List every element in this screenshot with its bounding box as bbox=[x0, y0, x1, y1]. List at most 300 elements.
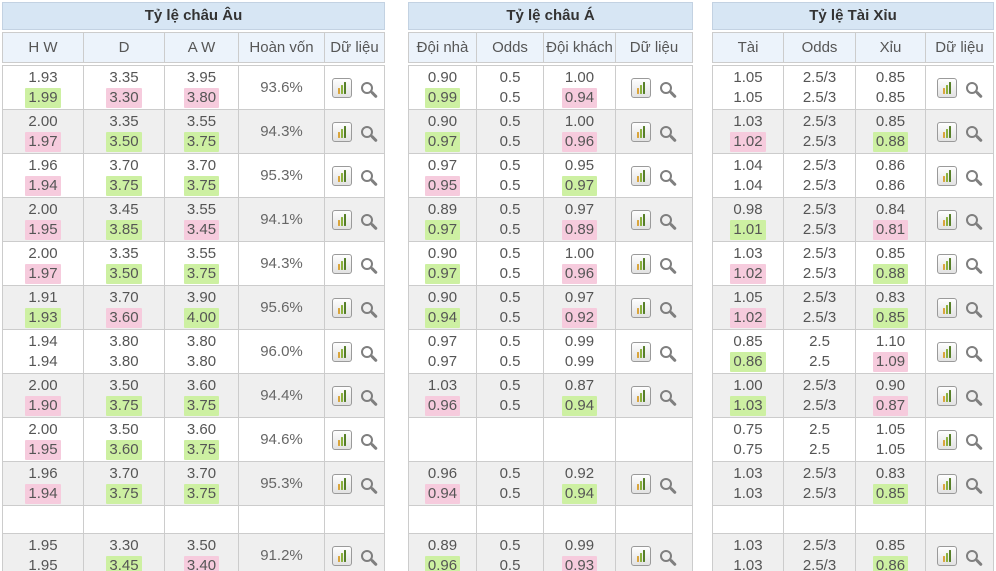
odds-live-value bbox=[25, 440, 60, 460]
odds-live-value: 0.5 bbox=[499, 220, 521, 238]
odds-open-value: 0.5 bbox=[499, 464, 521, 482]
odds-down-value: 0.89 bbox=[562, 220, 597, 240]
odds-live-value bbox=[500, 176, 521, 196]
search-icon[interactable] bbox=[966, 258, 978, 270]
data-cell bbox=[926, 534, 993, 571]
odds-open-value: 2.00 bbox=[28, 112, 58, 130]
odds-cell bbox=[409, 242, 477, 285]
odds-live-value bbox=[733, 556, 762, 571]
odds-live-value: 0.5 bbox=[499, 308, 521, 326]
empty-cell bbox=[325, 506, 384, 533]
data-cell bbox=[926, 418, 993, 461]
odds-cell bbox=[165, 418, 239, 461]
odds-cell bbox=[165, 242, 239, 285]
odds-cell bbox=[544, 330, 616, 373]
odds-cell bbox=[84, 418, 165, 461]
odds-up-value: 3.75 bbox=[184, 264, 219, 284]
chart-icon[interactable] bbox=[631, 474, 651, 494]
chart-icon[interactable] bbox=[332, 298, 352, 318]
table-row bbox=[713, 374, 993, 418]
odds-up-value: 3.75 bbox=[106, 396, 141, 416]
odds-live-value: 1.04 bbox=[733, 176, 763, 194]
odds-open-value: 0.92 bbox=[564, 464, 595, 482]
odds-live-value bbox=[425, 264, 460, 284]
table-row bbox=[409, 286, 692, 330]
odds-live-value bbox=[28, 556, 57, 571]
payout-value: 93.6% bbox=[260, 79, 303, 96]
odds-live-value: 0.5 bbox=[499, 556, 521, 571]
empty-row bbox=[3, 506, 384, 534]
payout-cell bbox=[239, 154, 325, 197]
chart-icon[interactable] bbox=[631, 342, 651, 362]
odds-live-value bbox=[562, 308, 597, 328]
payout-value: 96.0% bbox=[260, 343, 303, 360]
column-header: Odds bbox=[784, 33, 856, 62]
odds-cell bbox=[544, 286, 616, 329]
odds-live-value bbox=[184, 132, 219, 152]
odds-live-value: 3.80 bbox=[186, 352, 217, 370]
odds-open-value: 1.03 bbox=[733, 536, 763, 554]
odds-live-value bbox=[562, 132, 597, 152]
odds-open-value: 0.5 bbox=[499, 376, 521, 394]
odds-cell bbox=[3, 418, 84, 461]
odds-live-value: 2.5/3 bbox=[802, 220, 837, 238]
odds-live-value: 1.05 bbox=[733, 88, 763, 106]
data-cell bbox=[926, 286, 993, 329]
search-icon[interactable] bbox=[361, 390, 373, 402]
search-icon[interactable] bbox=[966, 478, 978, 490]
odds-live-value bbox=[733, 484, 762, 504]
column-header: A W bbox=[165, 33, 239, 62]
data-cell bbox=[325, 66, 384, 109]
column-header: Tài bbox=[713, 33, 784, 62]
odds-live-value bbox=[803, 176, 836, 196]
odds-live-value bbox=[873, 220, 908, 240]
odds-cell bbox=[84, 534, 165, 571]
search-icon[interactable] bbox=[361, 126, 373, 138]
search-icon[interactable] bbox=[361, 214, 373, 226]
odds-live-value bbox=[106, 396, 141, 416]
odds-open-value: 3.50 bbox=[109, 420, 139, 438]
odds-open-value: 0.97 bbox=[427, 156, 458, 174]
payout-cell bbox=[239, 198, 325, 241]
odds-live-value bbox=[25, 88, 60, 108]
odds-live-value bbox=[184, 264, 219, 284]
odds-cell bbox=[544, 66, 616, 109]
odds-up-value: 0.94 bbox=[425, 308, 460, 328]
chart-icon[interactable] bbox=[631, 78, 651, 98]
search-icon[interactable] bbox=[660, 302, 672, 314]
odds-open-value: 1.00 bbox=[564, 68, 595, 86]
odds-open-value: 0.89 bbox=[427, 200, 458, 218]
odds-open-value: 2.00 bbox=[28, 200, 58, 218]
chart-icon[interactable] bbox=[631, 546, 651, 566]
chart-icon[interactable] bbox=[937, 386, 957, 406]
odds-cell bbox=[784, 66, 856, 109]
odds-live-value bbox=[500, 220, 521, 240]
chart-icon[interactable] bbox=[332, 254, 352, 274]
odds-up-value: 0.97 bbox=[562, 176, 597, 196]
odds-live-value bbox=[109, 352, 138, 372]
column-header: D bbox=[84, 33, 165, 62]
odds-open-value: 0.85 bbox=[733, 332, 763, 350]
odds-open-value: 3.70 bbox=[109, 464, 139, 482]
chart-icon[interactable] bbox=[937, 298, 957, 318]
odds-live-value bbox=[873, 264, 908, 284]
empty-cell bbox=[477, 506, 544, 533]
odds-live-value: 2.5/3 bbox=[802, 88, 837, 106]
table-row bbox=[409, 374, 692, 418]
chart-icon[interactable] bbox=[631, 210, 651, 230]
odds-cell bbox=[3, 534, 84, 571]
empty-row bbox=[409, 418, 692, 462]
odds-live-value bbox=[184, 484, 219, 504]
odds-live-value bbox=[730, 352, 765, 372]
odds-cell bbox=[477, 198, 544, 241]
odds-open-value: 1.00 bbox=[733, 376, 763, 394]
search-icon[interactable] bbox=[966, 434, 978, 446]
odds-open-value: 1.05 bbox=[875, 420, 906, 438]
odds-open-value: 0.5 bbox=[499, 536, 521, 554]
odds-open-value: 1.05 bbox=[733, 68, 763, 86]
odds-open-value: 1.04 bbox=[733, 156, 763, 174]
search-icon[interactable] bbox=[660, 478, 672, 490]
chart-icon[interactable] bbox=[332, 122, 352, 142]
odds-live-value bbox=[500, 308, 521, 328]
odds-live-value bbox=[106, 220, 141, 240]
empty-cell bbox=[544, 418, 616, 461]
odds-up-value: 0.86 bbox=[873, 556, 908, 571]
odds-down-value: 0.87 bbox=[873, 396, 908, 416]
odds-cell bbox=[409, 110, 477, 153]
odds-open-value: 1.93 bbox=[28, 68, 58, 86]
odds-cell bbox=[544, 374, 616, 417]
odds-open-value: 0.5 bbox=[499, 156, 521, 174]
payout-value: 94.6% bbox=[260, 431, 303, 448]
search-icon[interactable] bbox=[966, 170, 978, 182]
odds-live-value bbox=[106, 264, 141, 284]
odds-open-value: 0.85 bbox=[875, 244, 906, 262]
odds-open-value: 2.5/3 bbox=[802, 200, 837, 218]
odds-live-value bbox=[562, 556, 597, 571]
odds-down-value: 1.95 bbox=[25, 440, 60, 460]
odds-cell bbox=[477, 242, 544, 285]
payout-cell bbox=[239, 286, 325, 329]
odds-cell bbox=[856, 374, 926, 417]
odds-cell bbox=[3, 374, 84, 417]
table-row bbox=[713, 462, 993, 506]
odds-cell bbox=[713, 374, 784, 417]
table-row bbox=[3, 154, 384, 198]
table-row bbox=[409, 462, 692, 506]
empty-cell bbox=[856, 506, 926, 533]
payout-cell bbox=[239, 66, 325, 109]
odds-down-value: 1.02 bbox=[730, 264, 765, 284]
odds-down-value: 0.96 bbox=[562, 132, 597, 152]
odds-live-value: 2.5/3 bbox=[802, 556, 837, 571]
odds-open-value: 0.99 bbox=[564, 332, 595, 350]
chart-icon[interactable] bbox=[332, 474, 352, 494]
odds-open-value: 0.75 bbox=[733, 420, 763, 438]
odds-live-value bbox=[876, 88, 905, 108]
payout-cell bbox=[239, 242, 325, 285]
table-row bbox=[713, 110, 993, 154]
search-icon[interactable] bbox=[361, 346, 373, 358]
odds-open-value: 3.60 bbox=[186, 376, 217, 394]
table-row bbox=[3, 418, 384, 462]
data-cell bbox=[616, 462, 692, 505]
odds-cell bbox=[856, 330, 926, 373]
odds-live-value: 2.5/3 bbox=[802, 308, 837, 326]
odds-live-value bbox=[184, 556, 219, 571]
odds-open-value: 0.89 bbox=[427, 536, 458, 554]
odds-cell bbox=[784, 242, 856, 285]
odds-live-value: 2.5/3 bbox=[802, 484, 837, 502]
chart-icon[interactable] bbox=[631, 122, 651, 142]
chart-icon[interactable] bbox=[332, 430, 352, 450]
odds-live-value: 0.75 bbox=[733, 440, 763, 458]
odds-open-value: 0.5 bbox=[499, 68, 521, 86]
odds-cell bbox=[477, 66, 544, 109]
table-row bbox=[3, 242, 384, 286]
search-icon[interactable] bbox=[966, 550, 978, 562]
search-icon[interactable] bbox=[660, 170, 672, 182]
empty-cell bbox=[165, 506, 239, 533]
chart-icon[interactable] bbox=[332, 546, 352, 566]
data-cell bbox=[926, 242, 993, 285]
column-header: Xỉu bbox=[856, 33, 926, 62]
odds-live-value: 0.5 bbox=[499, 88, 521, 106]
odds-up-value: 3.75 bbox=[106, 176, 141, 196]
odds-cell bbox=[784, 374, 856, 417]
search-icon[interactable] bbox=[966, 346, 978, 358]
odds-cell bbox=[856, 110, 926, 153]
table-row bbox=[713, 418, 993, 462]
odds-cell bbox=[856, 462, 926, 505]
odds-open-value: 3.35 bbox=[109, 244, 139, 262]
search-icon[interactable] bbox=[966, 126, 978, 138]
odds-open-value: 3.35 bbox=[109, 112, 139, 130]
odds-cell bbox=[84, 66, 165, 109]
data-cell bbox=[616, 198, 692, 241]
odds-live-value bbox=[803, 220, 836, 240]
chart-icon[interactable] bbox=[937, 78, 957, 98]
chart-icon[interactable] bbox=[937, 430, 957, 450]
empty-cell bbox=[784, 506, 856, 533]
payout-value: 94.4% bbox=[260, 387, 303, 404]
search-icon[interactable] bbox=[660, 550, 672, 562]
payout-cell bbox=[239, 534, 325, 571]
odds-live-value bbox=[565, 352, 594, 372]
odds-up-value: 3.50 bbox=[106, 132, 141, 152]
odds-up-value: 3.75 bbox=[184, 484, 219, 504]
payout-value: 94.1% bbox=[260, 211, 303, 228]
odds-open-value: 0.90 bbox=[875, 376, 906, 394]
table-row bbox=[713, 242, 993, 286]
odds-up-value: 0.86 bbox=[730, 352, 765, 372]
empty-row bbox=[409, 506, 692, 534]
odds-cell bbox=[713, 242, 784, 285]
empty-cell bbox=[616, 418, 692, 461]
odds-up-value: 0.94 bbox=[562, 396, 597, 416]
chart-icon[interactable] bbox=[937, 166, 957, 186]
odds-open-value: 0.90 bbox=[427, 68, 458, 86]
payout-cell bbox=[239, 418, 325, 461]
odds-cell bbox=[477, 462, 544, 505]
odds-open-value: 0.90 bbox=[427, 112, 458, 130]
chart-icon[interactable] bbox=[937, 122, 957, 142]
odds-open-value: 0.5 bbox=[499, 112, 521, 130]
odds-down-value: 0.93 bbox=[562, 556, 597, 571]
data-cell bbox=[616, 330, 692, 373]
odds-open-value: 0.83 bbox=[875, 464, 906, 482]
search-icon[interactable] bbox=[660, 390, 672, 402]
odds-live-value bbox=[562, 484, 597, 504]
odds-live-value bbox=[425, 484, 460, 504]
data-cell bbox=[325, 286, 384, 329]
odds-live-value bbox=[425, 132, 460, 152]
odds-up-value: 3.75 bbox=[106, 484, 141, 504]
search-icon[interactable] bbox=[361, 258, 373, 270]
search-icon[interactable] bbox=[660, 126, 672, 138]
odds-cell bbox=[856, 242, 926, 285]
search-icon[interactable] bbox=[966, 390, 978, 402]
odds-cell bbox=[477, 330, 544, 373]
odds-live-value bbox=[562, 264, 597, 284]
payout-value: 95.3% bbox=[260, 475, 303, 492]
odds-live-value bbox=[25, 484, 60, 504]
search-icon[interactable] bbox=[660, 346, 672, 358]
odds-cell bbox=[544, 242, 616, 285]
chart-icon[interactable] bbox=[631, 254, 651, 274]
chart-icon[interactable] bbox=[631, 166, 651, 186]
chart-icon[interactable] bbox=[937, 546, 957, 566]
chart-icon[interactable] bbox=[332, 386, 352, 406]
odds-open-value: 2.00 bbox=[28, 420, 58, 438]
odds-live-value bbox=[803, 396, 836, 416]
search-icon[interactable] bbox=[966, 302, 978, 314]
odds-live-value: 0.85 bbox=[875, 88, 906, 106]
odds-live-value bbox=[25, 308, 60, 328]
odds-live-value bbox=[809, 440, 830, 460]
table-title-eu: Tỷ lệ châu Âu bbox=[2, 2, 385, 30]
odds-open-value: 0.87 bbox=[564, 376, 595, 394]
table-row bbox=[409, 330, 692, 374]
odds-open-value: 0.5 bbox=[499, 244, 521, 262]
search-icon[interactable] bbox=[361, 302, 373, 314]
odds-live-value: 1.95 bbox=[28, 556, 58, 571]
search-icon[interactable] bbox=[966, 82, 978, 94]
table-title-ou: Tỷ lệ Tài Xỉu bbox=[712, 2, 994, 30]
odds-cell bbox=[165, 66, 239, 109]
chart-icon[interactable] bbox=[332, 78, 352, 98]
search-icon[interactable] bbox=[361, 82, 373, 94]
odds-cell bbox=[477, 110, 544, 153]
chart-icon[interactable] bbox=[937, 342, 957, 362]
odds-up-value: 1.93 bbox=[25, 308, 60, 328]
odds-open-value: 3.70 bbox=[109, 156, 139, 174]
odds-open-value: 3.50 bbox=[186, 536, 217, 554]
odds-live-value bbox=[106, 440, 141, 460]
chart-icon[interactable] bbox=[631, 386, 651, 406]
table-row bbox=[713, 534, 993, 571]
search-icon[interactable] bbox=[966, 214, 978, 226]
odds-table-asia bbox=[408, 2, 693, 571]
search-icon[interactable] bbox=[361, 434, 373, 446]
odds-live-value bbox=[873, 396, 908, 416]
odds-live-value bbox=[562, 88, 597, 108]
odds-live-value bbox=[184, 308, 219, 328]
odds-open-value: 3.70 bbox=[186, 464, 217, 482]
odds-up-value: 0.97 bbox=[425, 220, 460, 240]
odds-cell bbox=[165, 462, 239, 505]
search-icon[interactable] bbox=[361, 478, 373, 490]
odds-open-value: 2.5/3 bbox=[802, 244, 837, 262]
chart-icon[interactable] bbox=[332, 342, 352, 362]
odds-down-value: 3.45 bbox=[184, 220, 219, 240]
data-cell bbox=[325, 534, 384, 571]
odds-open-value: 3.70 bbox=[109, 288, 139, 306]
search-icon[interactable] bbox=[660, 258, 672, 270]
odds-cell bbox=[84, 198, 165, 241]
odds-cell bbox=[165, 286, 239, 329]
data-cell bbox=[325, 110, 384, 153]
odds-live-value: 0.99 bbox=[564, 352, 595, 370]
odds-live-value: 2.5/3 bbox=[802, 264, 837, 282]
odds-open-value: 0.90 bbox=[427, 288, 458, 306]
chart-icon[interactable] bbox=[937, 254, 957, 274]
chart-icon[interactable] bbox=[332, 210, 352, 230]
odds-cell bbox=[84, 374, 165, 417]
empty-cell bbox=[713, 506, 784, 533]
search-icon[interactable] bbox=[660, 82, 672, 94]
odds-cell bbox=[544, 462, 616, 505]
odds-live-value bbox=[106, 176, 141, 196]
odds-open-value: 0.85 bbox=[875, 68, 906, 86]
odds-live-value bbox=[106, 484, 141, 504]
odds-cell bbox=[409, 374, 477, 417]
chart-icon[interactable] bbox=[937, 210, 957, 230]
odds-open-value: 3.50 bbox=[109, 376, 139, 394]
chart-icon[interactable] bbox=[631, 298, 651, 318]
empty-cell bbox=[926, 506, 993, 533]
search-icon[interactable] bbox=[361, 170, 373, 182]
odds-down-value: 3.40 bbox=[184, 556, 219, 571]
odds-open-value: 2.5/3 bbox=[802, 464, 837, 482]
empty-cell bbox=[544, 506, 616, 533]
search-icon[interactable] bbox=[660, 214, 672, 226]
empty-row bbox=[713, 506, 993, 534]
search-icon[interactable] bbox=[361, 550, 373, 562]
odds-cell bbox=[3, 154, 84, 197]
odds-cell bbox=[165, 154, 239, 197]
odds-open-value: 1.03 bbox=[733, 244, 763, 262]
odds-cell bbox=[784, 330, 856, 373]
odds-live-value bbox=[873, 484, 908, 504]
chart-icon[interactable] bbox=[332, 166, 352, 186]
column-header: H W bbox=[3, 33, 84, 62]
odds-open-value: 2.5/3 bbox=[802, 376, 837, 394]
chart-icon[interactable] bbox=[937, 474, 957, 494]
odds-cell bbox=[84, 110, 165, 153]
odds-cell bbox=[784, 286, 856, 329]
odds-live-value bbox=[873, 556, 908, 571]
odds-table-eu bbox=[2, 2, 385, 571]
odds-cell bbox=[477, 534, 544, 571]
odds-down-value: 3.30 bbox=[106, 88, 141, 108]
odds-live-value bbox=[803, 556, 836, 571]
odds-live-value: 1.05 bbox=[875, 440, 906, 458]
